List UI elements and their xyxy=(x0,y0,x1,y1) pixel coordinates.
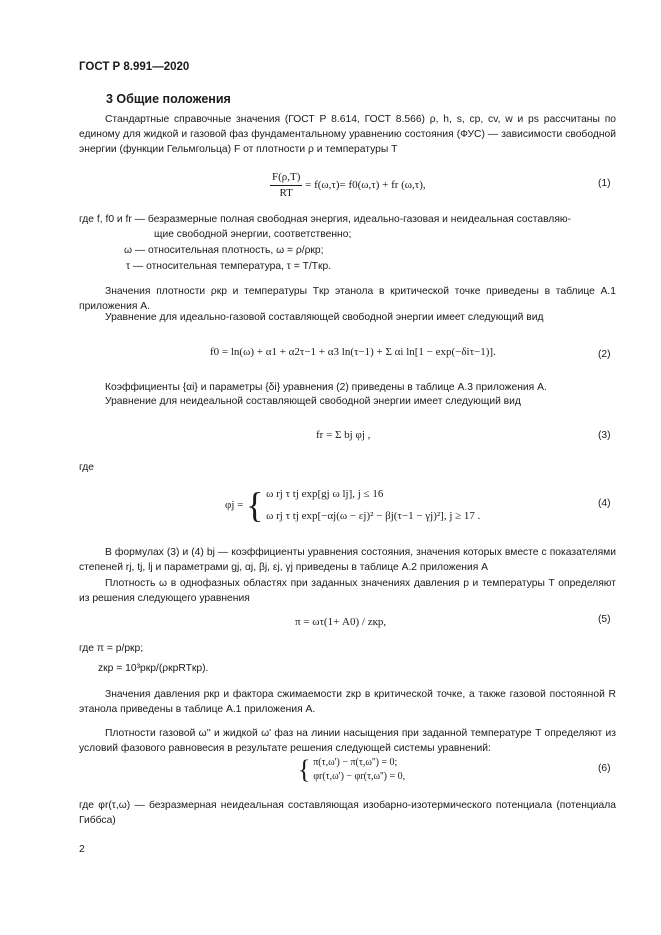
paragraph-formula-coefficients: В формулах (3) и (4) bj — коэффициенты уравнения состояния, значения которых вместе с показателями степеней rj, tj, lj и параметрами gj, αj, βj, εj, γj приведены в таблице А.2 приложения А xyxy=(79,547,616,573)
where-omega-definition: ω — относительная плотность, ω = ρ/ρкр; xyxy=(124,245,324,256)
eq4-cases xyxy=(266,483,480,527)
paragraph-nonideal-intro: Уравнение для неидеальной составляющей свободной энергии имеет следующий вид xyxy=(105,396,521,407)
where-f-continuation: щие свободной энергии, соответственно; xyxy=(154,229,352,240)
equation-3 xyxy=(316,428,370,443)
eq6-line-2: φr(τ,ω') − φr(τ,ω'') = 0, xyxy=(313,771,406,782)
paragraph-pressure-compressibility: Значения давления pкр и фактора сжимаемости zкр в критической точке, а также газовой постоянной R этанола приведены в таблице А.1 приложения А. xyxy=(79,689,616,715)
equation-1 xyxy=(270,170,426,201)
eq1-rhs: = f(ω,τ)= f0(ω,τ) + fr (ω,τ), xyxy=(305,179,426,191)
eq4-lhs: φj = xyxy=(225,498,244,511)
eq1-numerator: F(ρ,T) xyxy=(270,170,302,186)
paragraph-saturation-density: Плотности газовой ω'' и жидкой ω' фаз на линии насыщения при заданной температуре T определяют из условий фазового равновесия в результате решения следующей системы уравнений: xyxy=(79,728,616,754)
eq4-case-2: ω rj τ tj exp[−αj(ω − εj)² − βj(τ−1 − γj)²], j ≥ 17 . xyxy=(266,510,481,522)
eq6-lines xyxy=(313,756,405,784)
paragraph-fus: Стандартные справочные значения (ГОСТ Р 8.614, ГОСТ 8.566) ρ, h, s, cp, cv, w и ps рассчитаны по единому для жидкой и газовой фаз фундаментальному уравнению состояния (ФУС) — зависимости свободной энергии (функции Гельмгольца) F от плотности ρ и температуры T xyxy=(79,114,616,155)
eq1-denominator: RT xyxy=(279,187,293,199)
eq4-brace: { xyxy=(246,485,264,525)
equation-2: f0 = ln(ω) + α1 + α2τ−1 + α3 ln(τ−1) + Σ αi ln[1 − exp(−δiτ−1)]. xyxy=(210,346,496,358)
equation-5: π = ωτ(1+ A0) / zкр, xyxy=(295,616,387,628)
where-tau-definition: τ — относительная температура, τ = T/Tкр. xyxy=(126,261,332,272)
equation-3-number: (3) xyxy=(598,430,611,441)
page-number: 2 xyxy=(79,844,85,855)
where-label: где xyxy=(79,462,95,473)
paragraph-critical-values: Значения плотности ρкр и температуры Tкр этанола в критической точке приведены в таблице А.1 приложения А. xyxy=(79,286,616,312)
equation-6 xyxy=(298,756,405,784)
where-pi-definition: где π = p/pкр; xyxy=(79,643,144,654)
equation-2-number: (2) xyxy=(598,349,611,360)
document-id: ГОСТ Р 8.991—2020 xyxy=(79,61,190,73)
where-f-definitions: где f, f0 и fr — безразмерные полная свободная энергия, идеально-газовая и неидеальная составляю- xyxy=(79,214,572,225)
section-title: 3 Общие положения xyxy=(106,92,231,106)
equation-5-number: (5) xyxy=(598,614,611,625)
paragraph-gibbs-potential: где φr(τ,ω) — безразмерная неидеальная составляющая изобарно-изотермического потенциала (потенциала Гиббса) xyxy=(79,800,616,826)
where-z-definition: zкр = 10³pкр/(ρкрRTкр). xyxy=(98,663,209,674)
equation-4-number: (4) xyxy=(598,498,611,509)
equation-4 xyxy=(225,483,480,527)
equation-1-number: (1) xyxy=(598,178,611,189)
paragraph-coefficients: Коэффициенты {αi} и параметры {δi} уравнения (2) приведены в таблице А.3 приложения А. xyxy=(105,382,547,393)
eq6-line-1: π(τ,ω') − π(τ,ω'') = 0; xyxy=(313,757,398,768)
paragraph-density-one-phase: Плотность ω в однофазных областях при заданных значениях давления p и температуры T определяют из решения следующего уравнения xyxy=(79,578,616,604)
eq3-formula: fr = Σ bj φj , xyxy=(316,429,371,441)
eq6-brace: { xyxy=(298,755,311,784)
equation-6-number: (6) xyxy=(598,763,611,774)
paragraph-ideal-gas-intro: Уравнение для идеально-газовой составляющей свободной энергии имеет следующий вид xyxy=(105,312,544,323)
eq4-case-1: ω rj τ tj exp[gj ω lj], j ≤ 16 xyxy=(266,488,384,500)
